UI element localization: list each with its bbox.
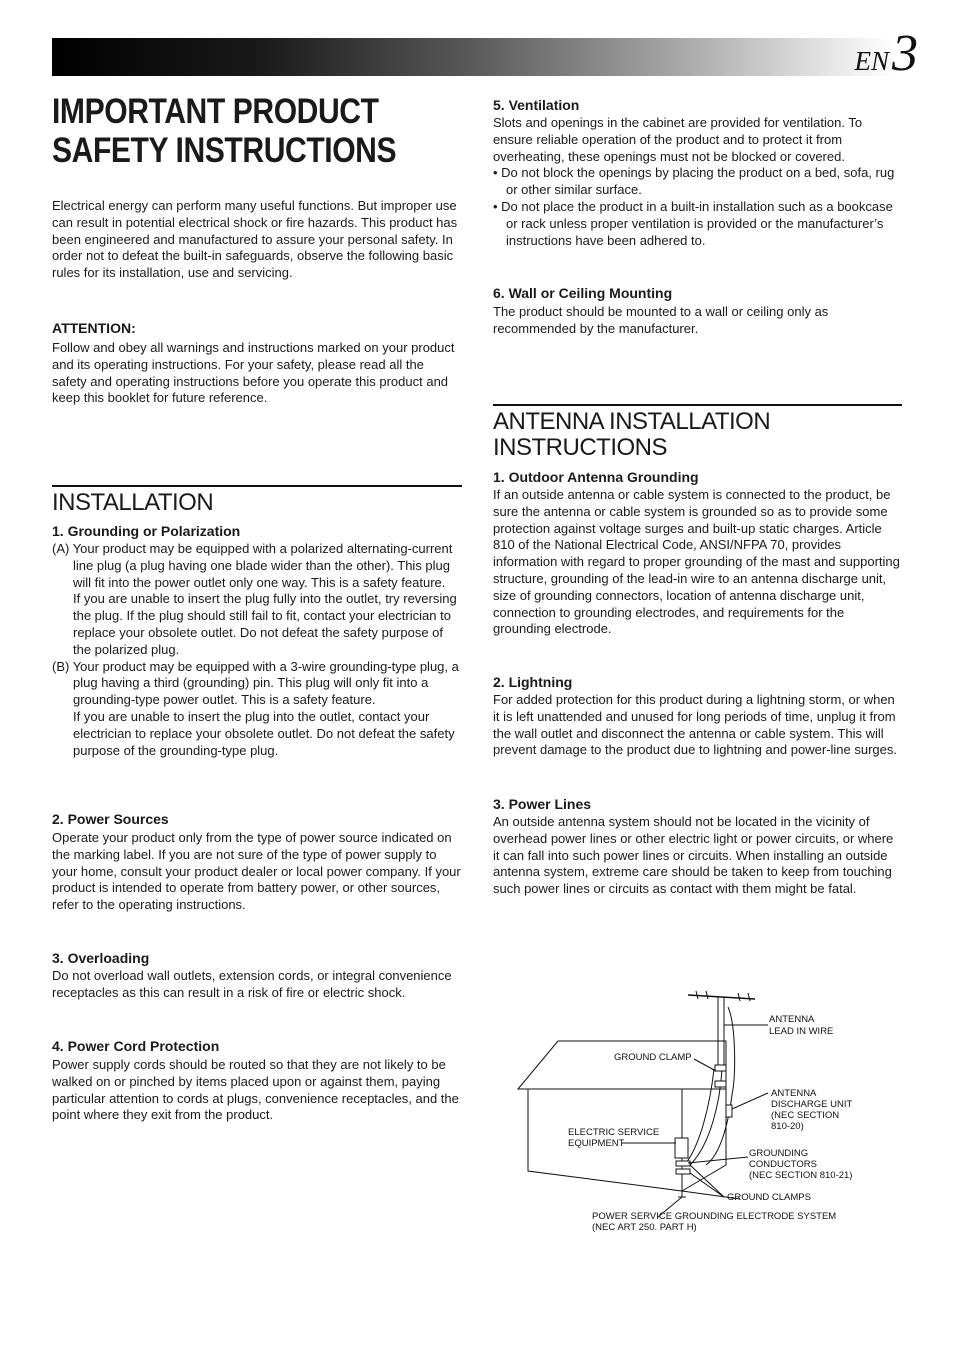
attention-heading: ATTENTION: bbox=[52, 320, 136, 336]
antenna-grounding-diagram bbox=[510, 985, 870, 1240]
label-grounding-conductors-1: GROUNDING bbox=[749, 1148, 809, 1159]
outdoor-antenna-heading: 1. Outdoor Antenna Grounding bbox=[493, 469, 699, 485]
electric-service-box bbox=[675, 1138, 688, 1158]
label-discharge-unit-3: (NEC SECTION bbox=[771, 1110, 840, 1121]
power-lines-text: An outside antenna system should not be located in the vicinity of overhead power lines or other electric light or power circuits, or where it can fall into such power lines or circuits. When installing an outside antenna system, extreme care should be taken to keep from touching such power lines or circuits as contact with them might be fatal. bbox=[493, 814, 894, 897]
grounding-item-b-note: If you are unable to insert the plug into the outlet, contact your electrician to replace your obsolete outlet. Do not defeat the safety purpose of the grounding-type plug. bbox=[73, 708, 455, 758]
page-title bbox=[52, 92, 413, 170]
ventilation-text: Slots and openings in the cabinet are provided for ventilation. To ensure reliable operation of the product and to protect it from overheating, these openings must not be blocked or covered. bbox=[493, 115, 863, 164]
wall-mount-text: The product should be mounted to a wall or ceiling only as recommended by the manufacturer. bbox=[493, 304, 829, 336]
power-sources-text: Operate your product only from the type of power source indicated on the marking label. If you are not sure of the type of power supply to your home, consult your product dealer or local power company. If your product is intended to operate from battery power, or other sources, refer to the operating instructions. bbox=[52, 830, 461, 913]
label-antenna-lead-in-1: ANTENNA bbox=[769, 1014, 815, 1025]
page-title-line-1: IMPORTANT PRODUCT bbox=[52, 92, 379, 131]
grounding-heading: 1. Grounding or Polarization bbox=[52, 523, 241, 539]
label-discharge-unit-2: DISCHARGE UNIT bbox=[771, 1099, 853, 1110]
power-cord-heading: 4. Power Cord Protection bbox=[52, 1038, 220, 1054]
attention-text: Follow and obey all warnings and instructions marked on your product and its operating instructions. For your safety, please read all the safety and operating instructions before you operate this product and keep this booklet for future reference. bbox=[52, 340, 455, 406]
page-number-value: 3 bbox=[892, 25, 918, 82]
label-grounding-conductors-2: CONDUCTORS bbox=[749, 1159, 817, 1170]
power-lines-heading: 3. Power Lines bbox=[493, 796, 592, 812]
label-grounding-conductors-3: (NEC SECTION 810-21) bbox=[749, 1170, 853, 1181]
house-side-wall bbox=[682, 1089, 726, 1191]
outdoor-antenna-text: If an outside antenna or cable system is connected to the product, be sure the antenna or cable system is grounded so as to provide some protection against voltage surges and built-up static charges. Article 810 of the National Electrical Code, ANSI/NFPA 70, provides information with regard to proper grounding of the mast and supporting structure, grounding of the lead-in wire to an antenna discharge unit, size of grounding connectors, location of antenna discharge unit, connection to grounding electrodes, and requirements for the grounding electrode. bbox=[493, 487, 900, 637]
grounding-item-a: (A) Your product may be equipped with a polarized alternating-current line plug (a plug having one blade wider than the other). This plug will fit into the power outlet only one way. This is a safety feature. bbox=[52, 541, 453, 590]
language-code: EN bbox=[854, 46, 889, 76]
label-discharge-unit-4: 810-20) bbox=[771, 1121, 804, 1132]
label-ground-clamp: GROUND CLAMP bbox=[614, 1052, 692, 1063]
installation-title: INSTALLATION bbox=[52, 489, 214, 516]
ventilation-bullet-2: • Do not place the product in a built-in installation such as a bookcase or rack unless proper ventilation is provided or the manufacturer’s instructions have been adhered to. bbox=[493, 198, 893, 248]
lightning-text: For added protection for this product during a lightning storm, or when it is left unattended and unused for long periods of time, unplug it from the wall outlet and disconnect the antenna or cable system. This will prevent damage to the product due to lightning and power-line surges. bbox=[493, 692, 897, 758]
antenna-title bbox=[493, 409, 770, 461]
ventilation-body bbox=[493, 115, 898, 249]
label-electric-service-1: ELECTRIC SERVICE bbox=[568, 1127, 660, 1138]
ventilation-heading: 5. Ventilation bbox=[493, 97, 580, 113]
house-roof bbox=[518, 1041, 726, 1089]
power-sources-heading: 2. Power Sources bbox=[52, 811, 169, 827]
label-discharge-unit-1: ANTENNA bbox=[771, 1088, 817, 1099]
power-cord-text: Power supply cords should be routed so that they are not likely to be walked on or pinched by items placed upon or against them, paying particular attention to cords at plugs, convenience receptacles, and the point where they exit from the product. bbox=[52, 1057, 459, 1123]
header-gradient-bar bbox=[52, 38, 894, 76]
label-electric-service-2: EQUIPMENT bbox=[568, 1138, 625, 1149]
wall-mount-heading: 6. Wall or Ceiling Mounting bbox=[493, 285, 673, 301]
antenna-title-line-1: ANTENNA INSTALLATION bbox=[493, 408, 771, 435]
grounding-item-a-note: If you are unable to insert the plug fully into the outlet, try reversing the plug. If the plug should still fail to fit, contact your electrician to replace your obsolete outlet. Do not defeat the safety purpose of the polarized plug. bbox=[73, 591, 457, 657]
label-antenna-lead-in-2: LEAD IN WIRE bbox=[769, 1026, 834, 1037]
page-number bbox=[854, 25, 918, 82]
antenna-title-line-2: INSTRUCTIONS bbox=[493, 434, 667, 461]
label-power-service-1: POWER SERVICE GROUNDING ELECTRODE SYSTEM bbox=[592, 1211, 837, 1222]
label-power-service-2: (NEC ART 250. PART H) bbox=[592, 1222, 697, 1233]
discharge-unit bbox=[726, 1105, 732, 1117]
grounding-body bbox=[52, 541, 464, 759]
antenna-rule bbox=[493, 404, 902, 406]
page-title-line-2: SAFETY INSTRUCTIONS bbox=[52, 131, 397, 170]
overloading-heading: 3. Overloading bbox=[52, 950, 150, 966]
ventilation-bullet-1: • Do not block the openings by placing the product on a bed, sofa, rug or other similar surface. bbox=[493, 165, 895, 198]
intro-paragraph: Electrical energy can perform many useful functions. But improper use can result in potential electrical shock or fire hazards. This product has been engineered and manufactured to assure your personal safety. In order not to defeat the built-in safeguards, observe the following basic rules for its installation, use and servicing. bbox=[52, 198, 458, 281]
grounding-item-b: (B) Your product may be equipped with a 3-wire grounding-type plug, a plug having a third (grounding) pin. This plug will only fit into a grounding-type power outlet. This is a safety feature. bbox=[52, 658, 459, 708]
label-ground-clamps: GROUND CLAMPS bbox=[727, 1192, 811, 1203]
installation-rule bbox=[52, 485, 462, 487]
overloading-text: Do not overload wall outlets, extension cords, or integral convenience receptacles as this can result in a risk of fire or electric shock. bbox=[52, 968, 452, 1000]
lightning-heading: 2. Lightning bbox=[493, 674, 573, 690]
